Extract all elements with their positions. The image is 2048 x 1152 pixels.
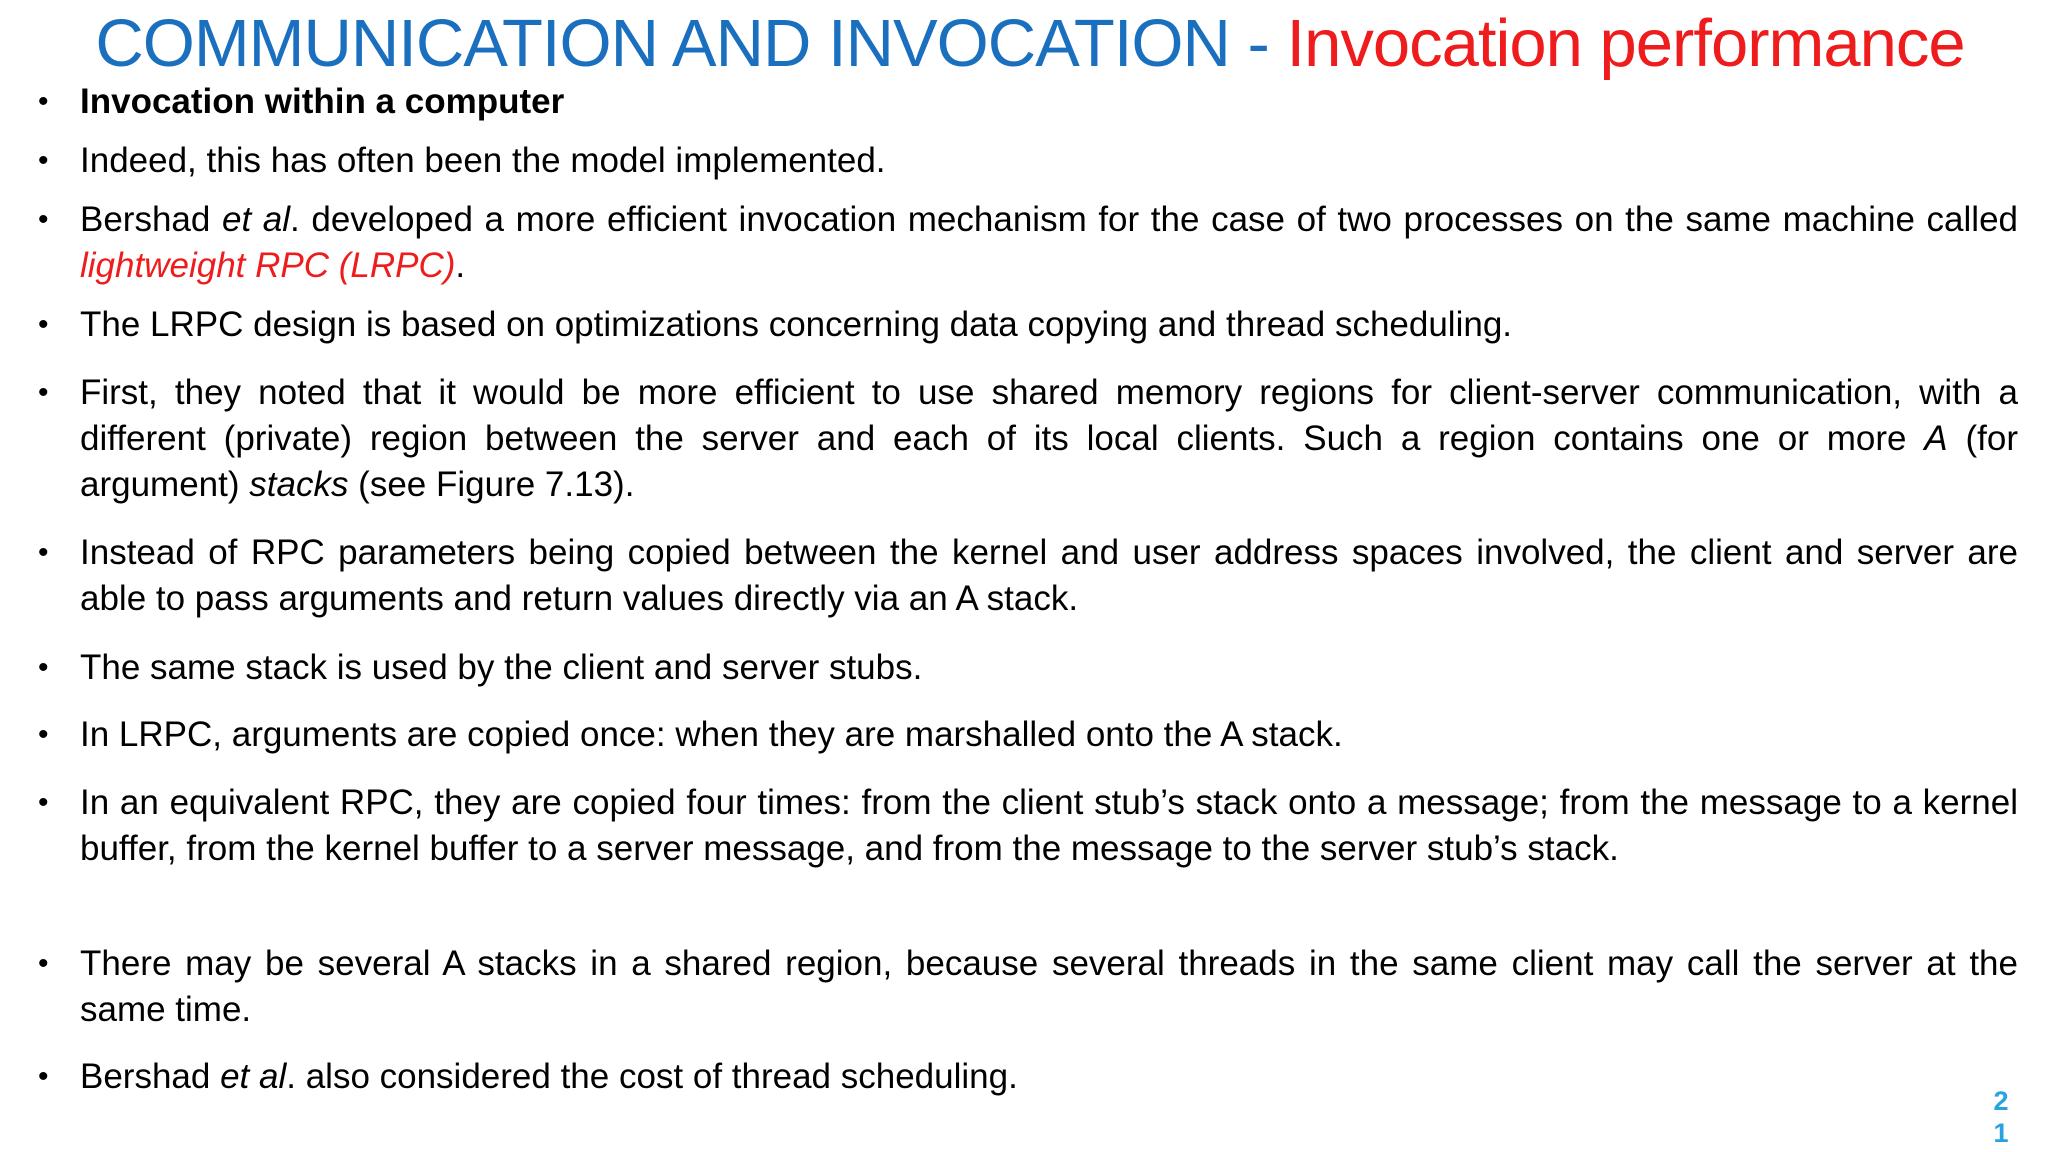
bullet-text-part: (see Figure 7.13). [348,465,635,504]
title-separator: - [1229,6,1287,81]
page-number-digit: 1 [1993,1118,2009,1148]
bullet-item [38,197,2018,289]
stacks-italic: stacks [249,465,349,504]
bullet-dot: • [38,1060,49,1093]
title-main: COMMUNICATION AND INVOCATION [95,6,1230,81]
bullet-item [38,941,2018,1033]
bullet-item [38,712,2018,758]
bullet-item [38,370,2018,508]
bullet-text: Indeed, this has often been the model implemented. [80,141,886,180]
title-subtitle: Invocation performance [1286,6,1965,81]
bullet-text-part: . also considered the cost of thread scheduling. [286,1057,1018,1096]
bullet-dot: • [38,536,49,569]
bullet-dot: • [38,376,49,409]
bullet-text: Invocation within a computer [80,82,565,121]
et-al-italic: et al [220,1057,287,1096]
bullet-dot: • [38,203,49,236]
bullet-item [38,780,2018,872]
bullet-text: There may be several A stacks in a shared region, because several threads in the same client may call the server at the same time. [80,944,2018,1029]
bullet-text [80,197,2018,289]
bullet-text: The same stack is used by the client and server stubs. [80,648,923,687]
bullet-text: In an equivalent RPC, they are copied four times: from the client stub’s stack onto a message; from the message to a kernel buffer, from the kernel buffer to a server message, and from the message to the server stub’s stack. [80,783,2018,868]
bullet-text-part: Bershad [80,200,222,239]
bullet-text [80,370,2018,508]
bullet-dot: • [38,947,49,980]
bullet-text [80,1054,2018,1100]
bullet-dot: • [38,718,49,751]
bullet-text-part: Bershad [80,1057,221,1096]
page-number-digit: 2 [1993,1086,2009,1116]
bullet-text-part: . developed a more efficient invocation mechanism for the case of two processes on the same machine called [290,200,2018,239]
bullet-dot: • [38,786,49,819]
et-al-italic: et al [221,200,291,239]
bullet-dot: • [38,144,49,177]
bullet-text-part: . [455,246,466,285]
bullet-text-part: First, they noted that it would be more efficient to use shared memory regions for client-server communication, with a different (private) region between the server and each of its local clients. Such a region contains one or more [80,373,2018,458]
page-number [1990,1085,2012,1149]
bullet-dot: • [38,85,49,118]
bullet-text: In LRPC, arguments are copied once: when they are marshalled onto the A stack. [80,715,1343,754]
bullet-item [38,138,2018,184]
bullet-text: The LRPC design is based on optimizations concerning data copying and thread scheduling. [80,305,1513,344]
lrpc-term: lightweight RPC (LRPC) [80,246,456,285]
bullet-item [38,530,2018,622]
bullet-dot: • [38,308,49,341]
bullet-item [38,79,2018,125]
bullet-item [38,1054,2018,1100]
bullet-item [38,645,2018,691]
bullet-item [38,302,2018,348]
bullet-text: Instead of RPC parameters being copied between the kernel and user address spaces involved, the client and server are able to pass arguments and return values directly via an A stack. [80,533,2018,618]
bullet-text-part: (for argument) [80,419,2019,504]
bullet-dot: • [38,651,49,684]
a-italic: A [1924,419,1948,458]
